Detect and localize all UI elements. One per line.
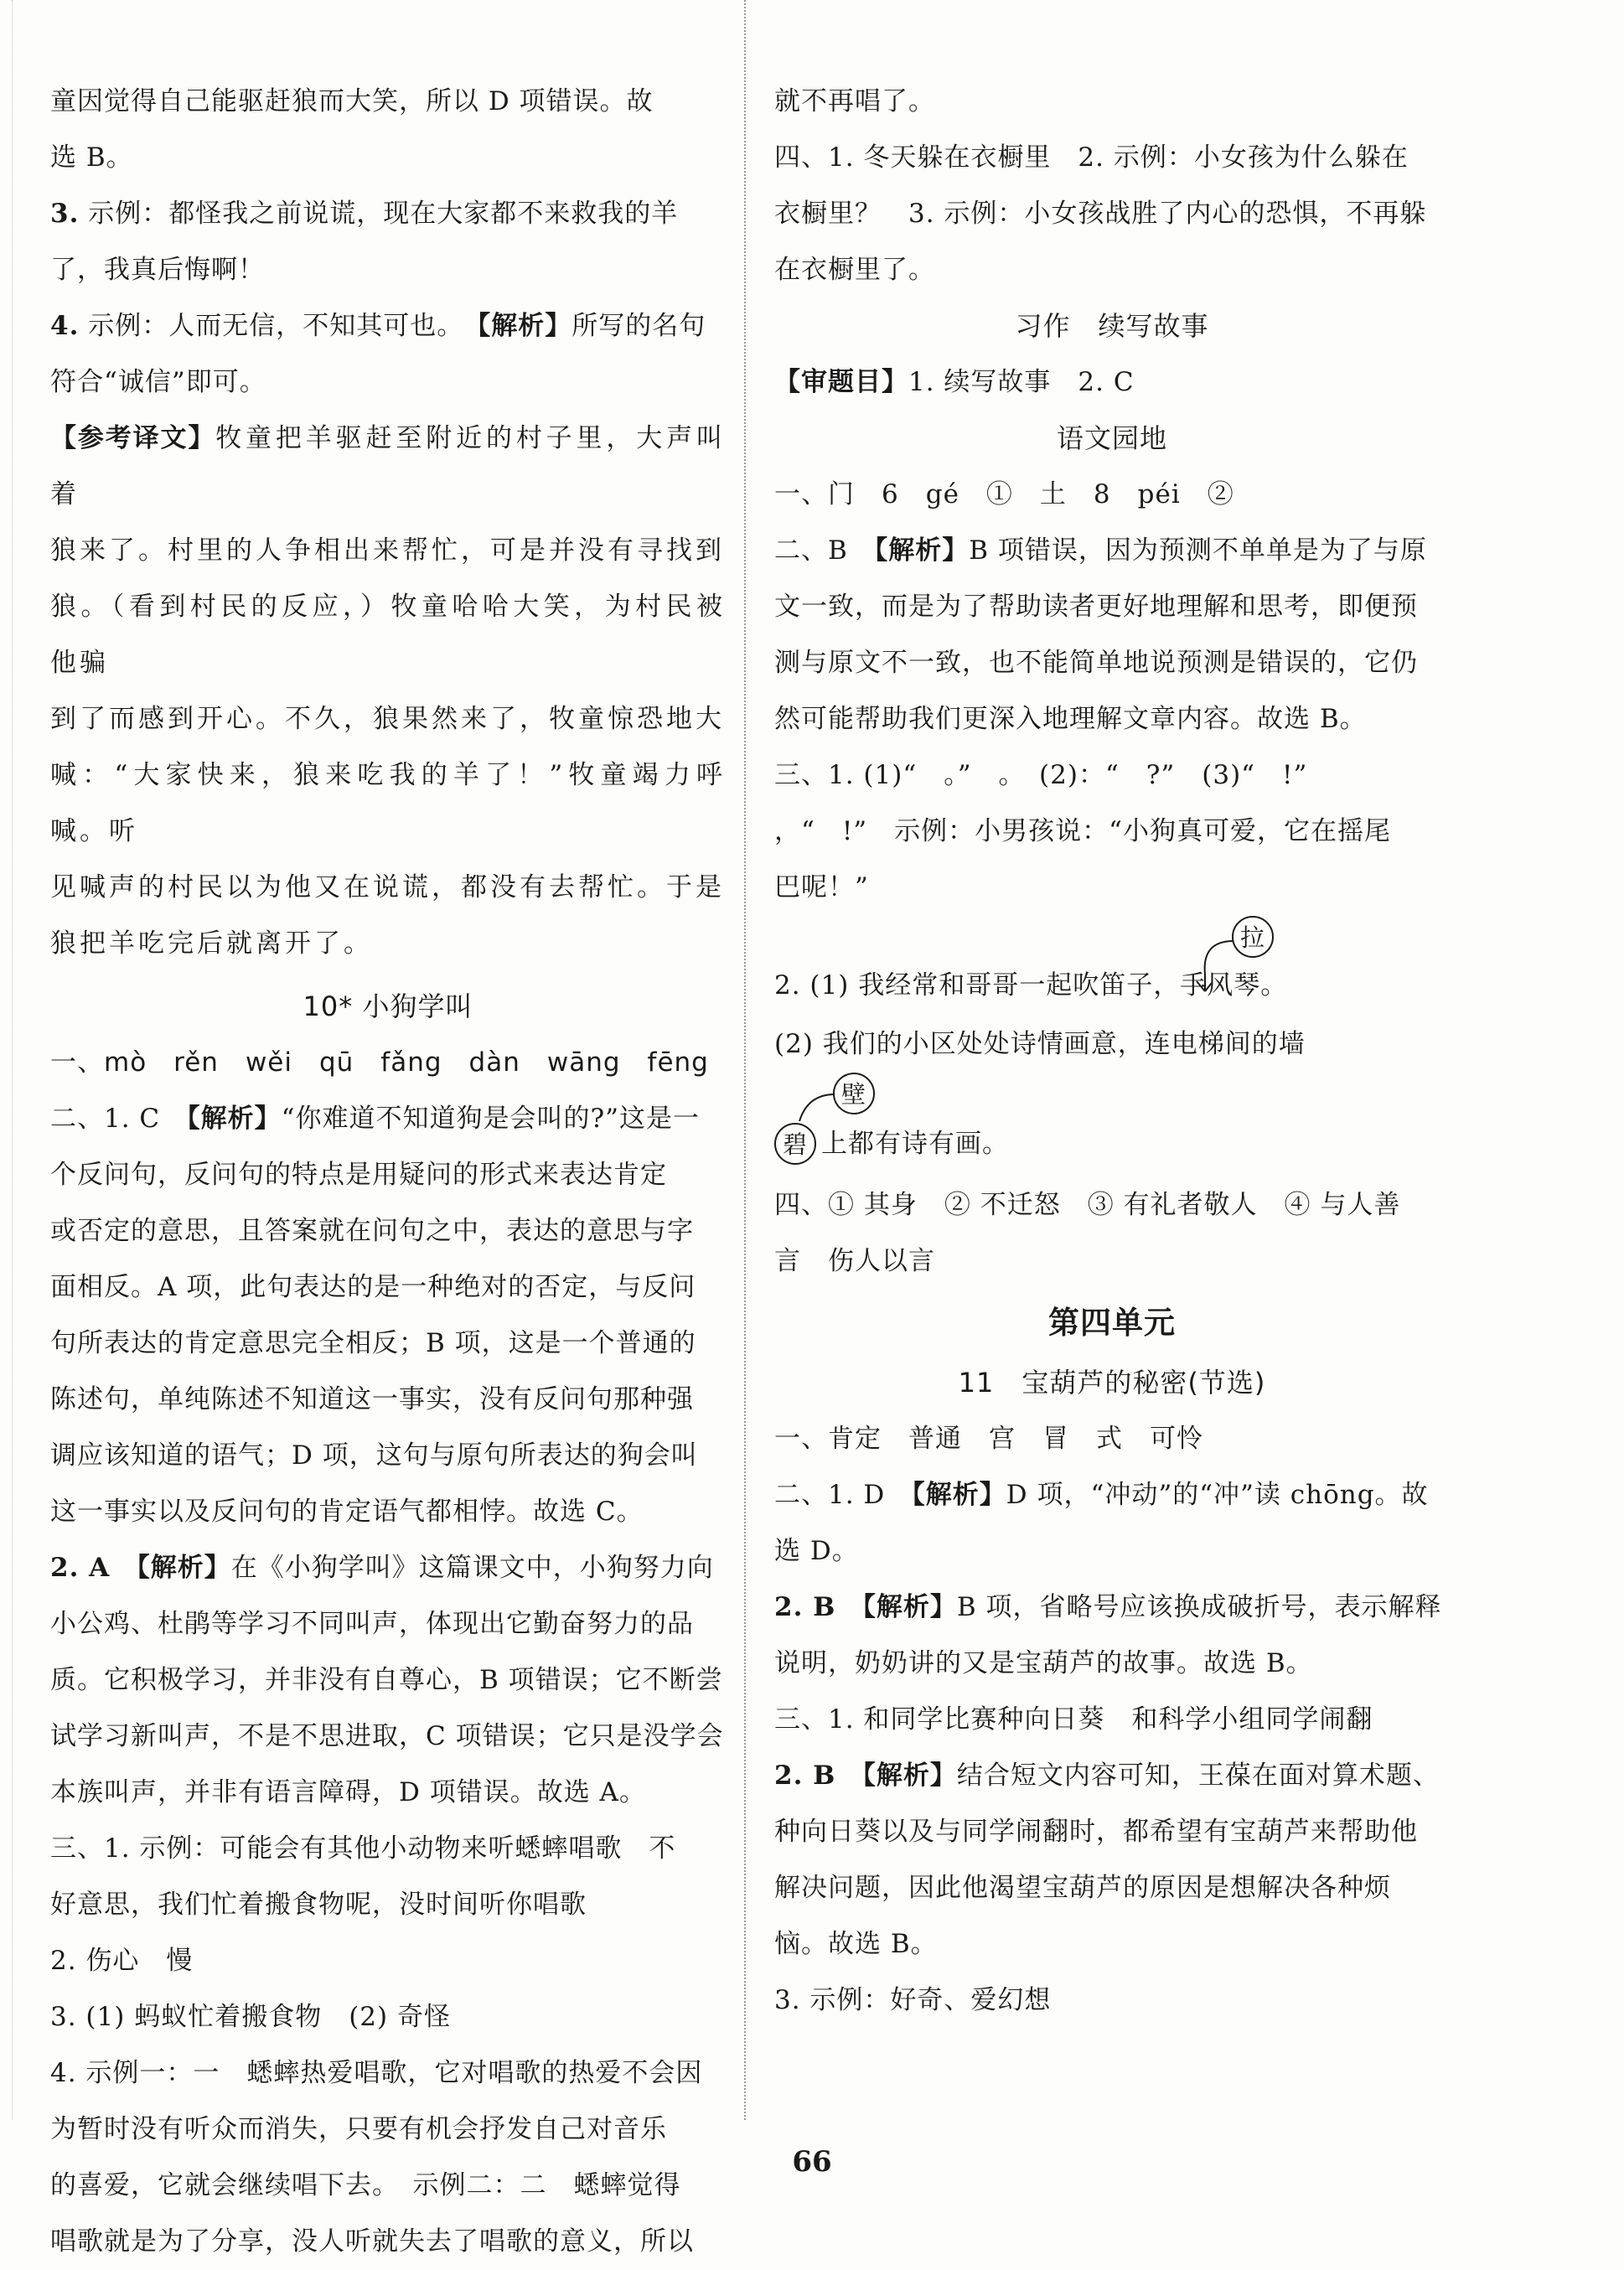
analysis-text: D 项，“冲动”的“冲”读 chōng。故 — [1006, 1480, 1429, 1510]
analysis-tag: 【解析】 — [912, 1480, 1006, 1510]
text-line: 4. 示例一：一 蟋蟀热爱唱歌，它对唱歌的热爱不会因 — [50, 2058, 703, 2088]
text-line: 然可能帮助我们更深入地理解文章内容。故选 B。 — [774, 704, 1367, 734]
text-line: 个反问句，反问句的特点是用疑问的形式来表达肯定 — [50, 1160, 667, 1190]
correction-circle: 碧 — [774, 1123, 816, 1165]
page-number: 66 — [792, 2145, 832, 2179]
text-line: 衣橱里？ 3. 示例：小女孩战胜了内心的恐惧，不再躲 — [774, 199, 1427, 229]
left-column — [50, 74, 726, 2270]
text-line: 本族叫声，并非有语言障碍，D 项错误。故选 A。 — [50, 1777, 646, 1807]
text-line: 了，我真后悔啊！ — [50, 255, 265, 285]
translation-line: 狼来了。村里的人争相出来帮忙，可是并没有寻找到 — [50, 535, 725, 566]
answer-text: 2. B — [774, 1761, 836, 1791]
item-number: 4. — [50, 311, 80, 341]
answer-text: 二、1. C — [50, 1104, 161, 1134]
text-line: 调应该知道的语气；D 项，这句与原句所表达的狗会叫 — [50, 1440, 698, 1471]
text-line: 三、1. 和同学比赛种向日葵 和科学小组同学闹翻 — [774, 1704, 1373, 1735]
pinyin-line: 一、mò rěn wěi qū fǎng dàn wāng fēng — [50, 1047, 709, 1078]
answer-text: 二、B — [774, 535, 848, 566]
text-line: 质。它积极学习，并非没有自尊心，B 项错误；它不断尝 — [50, 1665, 723, 1695]
text-line: 的喜爱，它就会继续唱下去。 示例二：二 蟋蟀觉得 — [50, 2170, 681, 2200]
answer-text: 2. B — [774, 1592, 836, 1622]
answer-2-1 — [50, 1091, 726, 1147]
answer-z2-2 — [774, 1580, 1450, 1636]
analysis-tag: 【解析】 — [862, 1592, 957, 1622]
text-line: 就不再唱了。 — [774, 86, 935, 116]
text-line: 恼。故选 B。 — [774, 1929, 938, 1959]
text-line: 2. 伤心 慢 — [50, 1946, 194, 1976]
answer-text: 示例：人而无信，不知其可也。 — [88, 311, 451, 341]
analysis-text: B 项，省略号应该换成破折号，表示解释 — [956, 1592, 1442, 1622]
answer-text: 1. 续写故事 2. C — [908, 367, 1135, 397]
text-line: 小公鸡、杜鹃等学习不同叫声，体现出它勤奋努力的品 — [50, 1609, 694, 1639]
correction-sentence-2 — [774, 1073, 1450, 1177]
analysis-tag: 【解析】 — [874, 535, 970, 566]
correction-circle: 壁 — [833, 1073, 875, 1114]
analysis-tag: 【解析】 — [137, 1553, 231, 1583]
answer-text: 示例：都怪我之前说谎，现在大家都不来救我的羊 — [88, 199, 679, 229]
answer-text: 2. A — [50, 1553, 111, 1583]
answer-z2-1 — [774, 1467, 1450, 1523]
translation-line: 狼把羊吃完后就离开了。 — [50, 928, 373, 959]
text-line: 3. (1) 蚂蚁忙着搬食物 (2) 奇怪 — [50, 2002, 451, 2032]
column-divider — [744, 0, 746, 2120]
text-line: 陈述句，单纯陈述不知道这一事实，没有反问句那种强 — [50, 1384, 694, 1414]
text-line: 试学习新叫声，不是不思进取，C 项错误；它只是没学会 — [50, 1721, 724, 1751]
text-line: 四、1. 冬天躲在衣橱里 2. 示例：小女孩为什么躲在 — [774, 142, 1409, 173]
yuwen-yuandi-title: 语文园地 — [1056, 422, 1167, 454]
text-line: 一、门 6 gé ① 土 8 péi ② — [774, 479, 1234, 509]
analysis-text: 所写的名句 — [572, 311, 706, 341]
text-line: 好意思，我们忙着搬食物呢，没时间听你唱歌 — [50, 1890, 587, 1920]
translation-text: 牧童把羊驱赶至附近的村子里，大声叫着 — [50, 423, 727, 509]
text-line: 句所表达的肯定意思完全相反；B 项，这是一个普通的 — [50, 1328, 696, 1358]
text-line: 3. 示例：好奇、爱幻想 — [774, 1985, 1052, 2015]
text-line: 在衣橱里了。 — [774, 255, 935, 285]
text-line: 选 D。 — [774, 1536, 859, 1566]
translation-line: 喊：“大家快来，狼来吃我的羊了！”牧童竭力呼喊。听 — [50, 760, 726, 846]
unit-4-title: 第四单元 — [1048, 1304, 1176, 1341]
answer-3 — [50, 186, 726, 242]
text-line: 三、1. (1)“ 。” 。 (2)：“ ?” (3)“ !” — [774, 760, 1308, 790]
translation-line: 狼。（看到村民的反应，）牧童哈哈大笑，为村民被他骗 — [50, 592, 726, 678]
text-line: 言 伤人以言 — [774, 1246, 935, 1276]
text-line: 一、肯定 普通 宫 冒 式 可怜 — [774, 1424, 1203, 1454]
analysis-text: 在《小狗学叫》这篇课文中，小狗努力向 — [230, 1553, 714, 1583]
translation-line — [50, 411, 726, 523]
correction-sentence-1 — [774, 916, 1450, 1016]
text-line — [774, 958, 1287, 1014]
analysis-text: 结合短文内容可知，王葆在面对算术题、 — [956, 1761, 1440, 1791]
text-line: 符合“诚信”即可。 — [50, 367, 266, 397]
lesson-11-title: 11 宝葫芦的秘密(节选) — [958, 1367, 1266, 1399]
text-line: 三、1. 示例：可能会有其他小动物来听蟋蟀唱歌 不 — [50, 1833, 676, 1864]
answer-y2 — [774, 523, 1450, 579]
text-line: ，“ !” 示例：小男孩说：“小狗真可爱，它在摇尾 — [774, 816, 1391, 846]
item-number: 3. — [50, 199, 80, 229]
text-line: 四、① 其身 ② 不迁怒 ③ 有礼者敬人 ④ 与人善 — [774, 1190, 1401, 1220]
translation-line: 见喊声的村民以为他又在说谎，都没有去帮忙。于是 — [50, 872, 725, 902]
correction-circle: 拉 — [1232, 916, 1274, 958]
text-line: 选 B。 — [50, 142, 133, 173]
page-edge-left — [12, 0, 13, 2120]
text-line: 测与原文不一致，也不能简单地说预测是错误的，它仍 — [774, 648, 1418, 678]
xizuo-title: 习作 续写故事 — [1015, 310, 1209, 342]
translation-tag: 【参考译文】 — [50, 423, 216, 453]
text-line: 说明，奶奶讲的又是宝葫芦的故事。故选 B。 — [774, 1648, 1313, 1678]
lesson-10-title: 10* 小狗学叫 — [303, 990, 473, 1022]
answer-text: 二、1. D — [774, 1480, 886, 1510]
text-line: 种向日葵以及与同学闹翻时，都希望有宝葫芦来帮助他 — [774, 1817, 1418, 1847]
text-line: 解决问题，因此他渴望宝葫芦的原因是想解决各种烦 — [774, 1873, 1391, 1903]
answer-2-2 — [50, 1540, 726, 1596]
text-line: 唱歌就是为了分享，没人听就失去了唱歌的意义，所以 — [50, 2226, 694, 2257]
analysis-tag: 【解析】 — [862, 1761, 957, 1791]
answer-text: 手风琴。 — [1180, 970, 1288, 1001]
text-line: 巴呢！” — [774, 872, 869, 902]
analysis-tag: 【解析】 — [477, 311, 572, 341]
answer-text: 2. (1) 我经常和哥哥一起吹笛子， — [774, 970, 1181, 1001]
analysis-tag: 【解析】 — [187, 1104, 282, 1134]
analysis-text: “你难道不知道狗是会叫的?”这是一 — [281, 1104, 700, 1134]
shenti-line — [774, 354, 1450, 411]
right-column — [774, 74, 1450, 2029]
text-line: 这一事实以及反问句的肯定语气都相悖。故选 C。 — [50, 1497, 644, 1527]
text-line: 童因觉得自己能驱赶狼而大笑，所以 D 项错误。故 — [50, 86, 654, 116]
shenti-tag: 【审题目】 — [774, 367, 908, 397]
answer-4 — [50, 298, 726, 354]
text-line: (2) 我们的小区处处诗情画意，连电梯间的墙 — [774, 1029, 1306, 1059]
analysis-text: B 项错误，因为预测不单单是为了与原 — [969, 535, 1427, 566]
text-line: 面相反。A 项，此句表达的是一种绝对的否定，与反问 — [50, 1272, 696, 1302]
text-line: 或否定的意思，且答案就在问句之中，表达的意思与字 — [50, 1216, 694, 1246]
text-line: 文一致，而是为了帮助读者更好地理解和思考，即便预 — [774, 592, 1418, 622]
translation-line: 到了而感到开心。不久，狼果然来了，牧童惊恐地大 — [50, 704, 725, 734]
answer-z3-2 — [774, 1748, 1450, 1804]
answer-text: 上都有诗有画。 — [821, 1129, 1009, 1159]
text-line: 为暂时没有听众而消失，只要有机会抒发自己对音乐 — [50, 2114, 667, 2144]
